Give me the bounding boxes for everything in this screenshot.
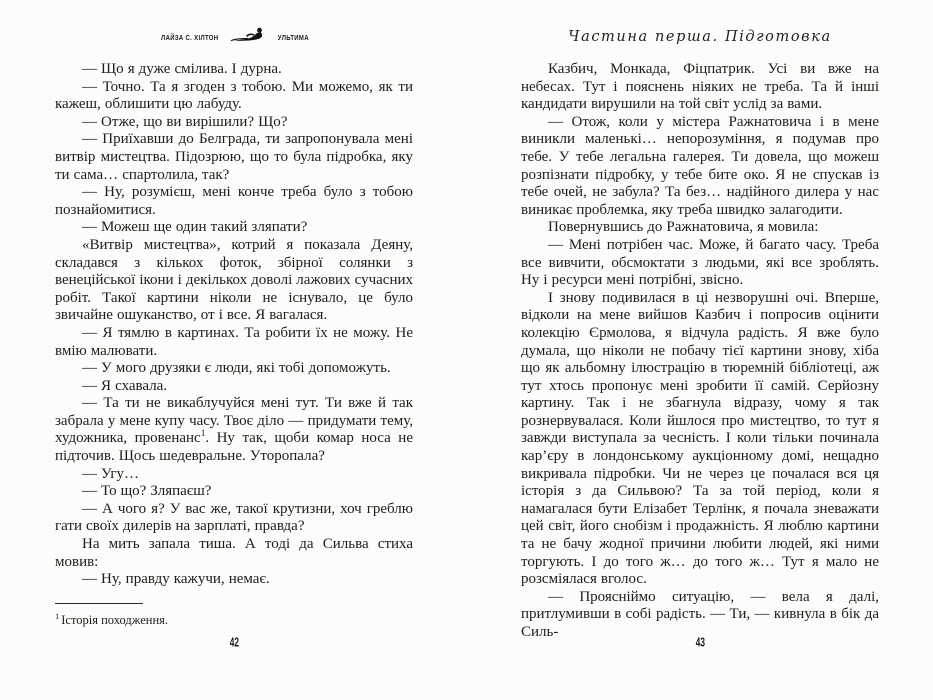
footnote-text: Історія походження.	[61, 613, 169, 628]
running-head-left	[55, 27, 413, 47]
paragraph: «Витвір мистецтва», котрий я показала Деяну, складався з кількох фоток, збірної солянки з венеційської ікони і декількох доволі лажових сучасних робіт. Такої картини ніколи не існувало, це було звичайне ошуканство, от і все. Я вагалася.	[55, 236, 413, 324]
footnote-rule	[55, 603, 143, 604]
paragraph: — А чого я? У вас же, такої крутизни, хоч греблю гати своїх дилерів на зарплаті, правда?	[55, 500, 413, 535]
paragraph: Казбич, Монкада, Фіцпатрик. Усі ви вже на небесах. Тут і пояснень ніяких не треба. Та й інші кандидати вирушили на той світ услід за вами.	[521, 61, 879, 113]
paragraph: — Я схавала.	[82, 377, 168, 394]
paragraph: — Можеш ще один такий зляпати?	[82, 219, 308, 236]
author-name: Лайза С. Хілтон	[161, 30, 219, 44]
paragraph: — Та ти не викаблучуйся мені тут. Ти вже й так забрала у мене купу часу. Твоє діло — придумати тему, художника, провенанс$^1$. Ну так, щоби комар носа не підточив. Щось шедевральне. Уторопала?	[55, 395, 413, 465]
paragraph: — Ну, правду кажучи, немає.	[82, 571, 270, 588]
paragraph: — Отож, коли у містера Ражнатовича і в мене виникли маленькі… непорозуміння, я подумав про тебе. У тебе легальна галерея. Ти довела, що можеш розпізнати підробку, у тебе бите око. Я не спускав із тебе очей, не забула? Та без… надійного дилера у нас виникає проблемка, яку треба швидко залагодити.	[521, 113, 879, 218]
reclining-figure-icon	[230, 27, 268, 47]
body-text-right	[521, 61, 879, 642]
running-head-right	[521, 27, 879, 47]
paragraph: — Мені потрібен час. Може, й багато часу. Треба все вивчити, обсмоктати з людьми, які все зроблять. Ну і ресурси мені потрібні, звісно.	[521, 236, 879, 289]
paragraph: — Угу…	[82, 465, 140, 482]
page-right	[521, 0, 879, 700]
page-left	[55, 0, 413, 700]
paragraph: — У мого друзяки є люди, які тобі допоможуть.	[82, 360, 391, 377]
paragraph: — Я тямлю в картинах. Та робити їх не можу. Не вмію малювати.	[55, 324, 413, 359]
part-title: Частина перша. Підготовка	[568, 29, 832, 45]
paragraph: — Точно. Та я згоден з тобою. Ми можемо, як ти кажеш, облишити цю лабуду.	[55, 78, 413, 113]
paragraph: На мить запала тиша. А тоді да Сильва стиха мовив:	[55, 536, 413, 570]
page-number-right: 43	[695, 636, 705, 650]
paragraph: — То що? Зляпаєш?	[82, 483, 212, 500]
paragraph: Повернувшись до Ражнатовича, я мовила:	[548, 219, 819, 236]
paragraph: — Приїхавши до Белграда, ти запропонувала мені витвір мистецтва. Підозрюю, що то була підробка, яку ти сама… спартолила, так?	[55, 131, 413, 183]
paragraph: — Що я дуже смілива. І дурна.	[82, 61, 282, 77]
footnote-marker: 1	[55, 611, 60, 621]
footnote	[55, 609, 413, 628]
paragraph: — Отже, що ви вирішили? Що?	[82, 113, 288, 130]
paragraph: — Ну, розумієш, мені конче треба було з тобою познайомитися.	[55, 184, 413, 218]
paragraph: — Проясніймо ситуацію, — вела я далі, притлумивши в собі радість. — Ти, — кивнула в бік да Силь-	[521, 588, 879, 640]
paragraph: І знову подивилася в ці незворушні очі. Вперше, відколи на мене вийшов Казбич і попросив оцінити колекцію Єрмолова, я відчула радість. Я вже було думала, що ніколи не побачу тієї картини знову, хіба що як альбомну ілюстрацію в тюремній бібліотеці, аж тут хтось пропонує мені зробити її самій. Серйозну картину. Так і не збагнула відразу, чому я так рознервувалася. Коли йшлося про мистецтво, то тут я завжди виступала за чесність. І коли тільки починала кар’єру в лондонському аукціонному домі, нещадно викривала підробки. Чи не через це почалася вся ця історія з да Сильвою? Та за той період, коли я намагалася бути Елізабет Терлінк, я почала зневажати цей світ, його снобізм і продажність. Я люблю картини та не бачу жодної причини любити людей, які ними торгують. І до того ж… до того ж… Тут я мало не розсміялася вголос.	[521, 289, 879, 588]
book-title: Ультима	[278, 30, 310, 44]
footnote-area	[55, 603, 413, 628]
page-number-left: 42	[229, 636, 239, 650]
body-text-left	[55, 61, 413, 589]
